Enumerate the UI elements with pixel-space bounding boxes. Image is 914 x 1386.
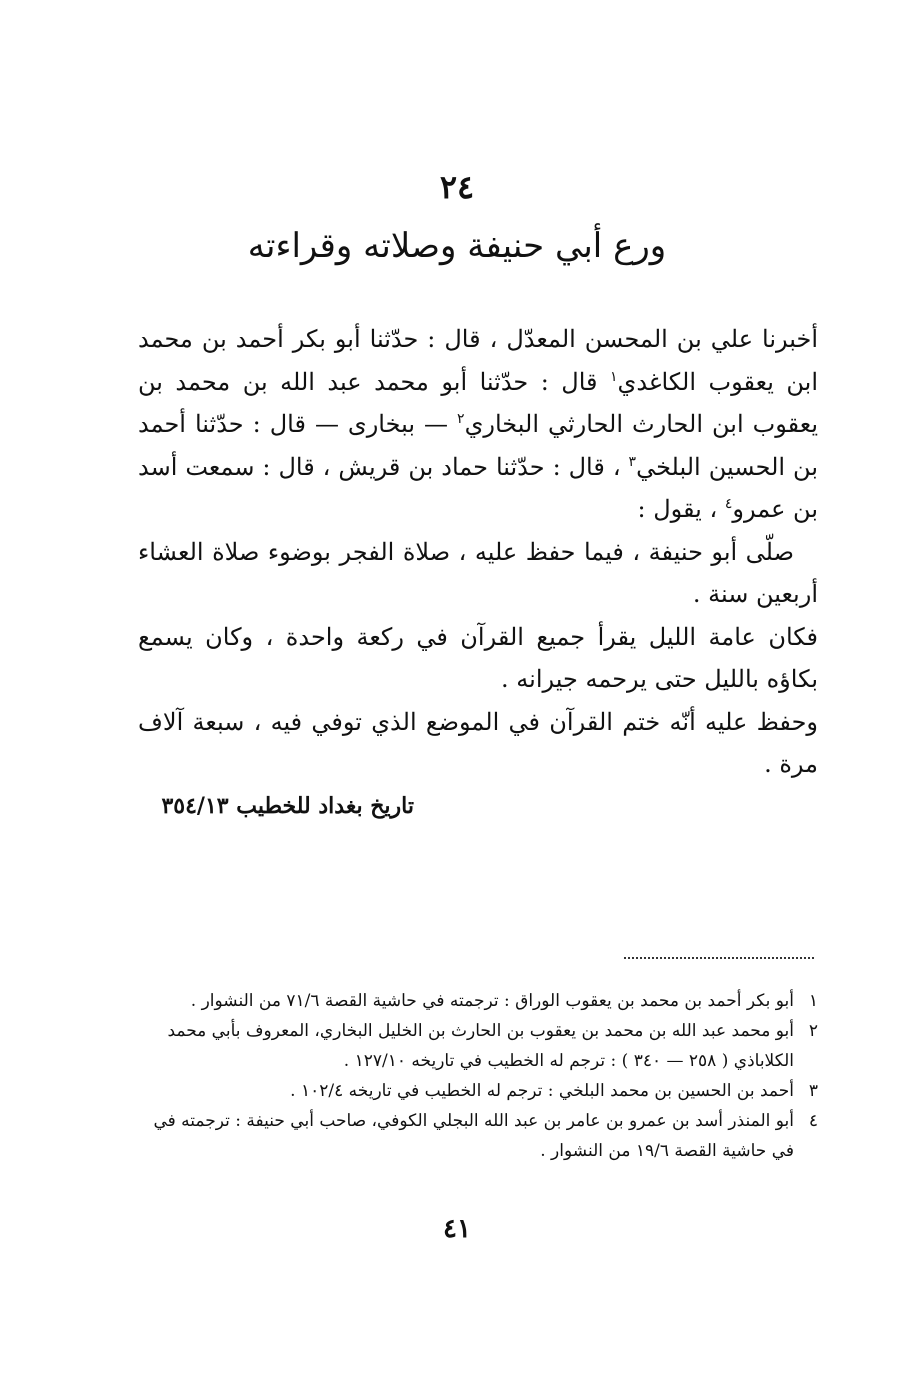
footnote-marker: ٤ <box>724 496 733 512</box>
footnote-marker: ٣ <box>628 453 637 470</box>
footnote-number: ٢ <box>808 1021 818 1041</box>
text-segment: أخبرنا علي بن المحسن المعدّل ، قال : حدّثنا أبو بكر أحمد بن محمد ابن يعقوب الكاغدي <box>138 325 818 396</box>
paragraph-isnad <box>138 318 818 531</box>
page-number: ٤١ <box>443 1214 471 1244</box>
text-segment: قال : حدّثنا أبو محمد عبد الله بن محمد بن يعقوب ابن الحارث الحارثي البخاري <box>138 367 819 438</box>
footnote-marker: ٢ <box>457 411 465 427</box>
main-text <box>138 318 818 786</box>
chapter-title: ورع أبي حنيفة وصلاته وقراءته <box>247 226 667 266</box>
footnote-item <box>138 1016 818 1076</box>
paragraph: فكان عامة الليل يقرأ جميع القرآن في ركعة واحدة ، وكان يسمع بكاؤه بالليل حتى يرحمه جيرانه . <box>138 622 818 693</box>
footnote-text: أحمد بن الحسين بن محمد البلخي : ترجم له الخطيب في تاريخه ١٠٢/٤ . <box>290 1081 794 1101</box>
footnote-item <box>138 1106 818 1166</box>
footnote-number: ١ <box>808 991 818 1011</box>
footnote-number: ٣ <box>808 1081 818 1101</box>
footnote-text: أبو المنذر أسد بن عمرو بن عامر بن عبد الله البجلي الكوفي، صاحب أبي حنيفة : ترجمته في في حاشية القصة ١٩/٦ من النشوار . <box>153 1111 794 1161</box>
text-segment: ، قال : حدّثنا حماد بن قريش ، قال : سمعت أسد بن عمرو <box>138 452 818 523</box>
footnotes <box>138 986 818 1166</box>
footnote-text: أبو محمد عبد الله بن محمد بن يعقوب بن الحارث بن الخليل البخاري، المعروف بأبي محمد الكلاباذي ( ٢٥٨ — ٣٤٠ ) : ترجم له الخطيب في تاريخه ١٢٧/١٠ . <box>167 1021 794 1071</box>
footnote-item <box>138 1076 818 1106</box>
footnote-marker: ١ <box>610 368 618 385</box>
source-reference: تاريخ بغداد للخطيب ٣٥٤/١٣ <box>161 793 414 819</box>
text-segment: — ببخارى — قال : حدّثنا أحمد بن الحسين البلخي <box>138 410 819 481</box>
chapter-number: ٢٤ <box>439 168 475 206</box>
footnote-number: ٤ <box>808 1111 818 1131</box>
paragraph: وحفظ عليه أنّه ختم القرآن في الموضع الذي توفي فيه ، سبعة آلاف مرة . <box>138 707 818 778</box>
footnote-text: أبو بكر أحمد بن محمد بن يعقوب الوراق : ترجمته في حاشية القصة ٧١/٦ من النشوار . <box>190 991 794 1011</box>
footnote-separator <box>624 957 814 959</box>
text-segment: ، يقول : <box>637 495 725 523</box>
footnote-item <box>138 986 818 1016</box>
paragraph: صلّى أبو حنيفة ، فيما حفظ عليه ، صلاة الفجر بوضوء صلاة العشاء أربعين سنة . <box>138 537 818 608</box>
